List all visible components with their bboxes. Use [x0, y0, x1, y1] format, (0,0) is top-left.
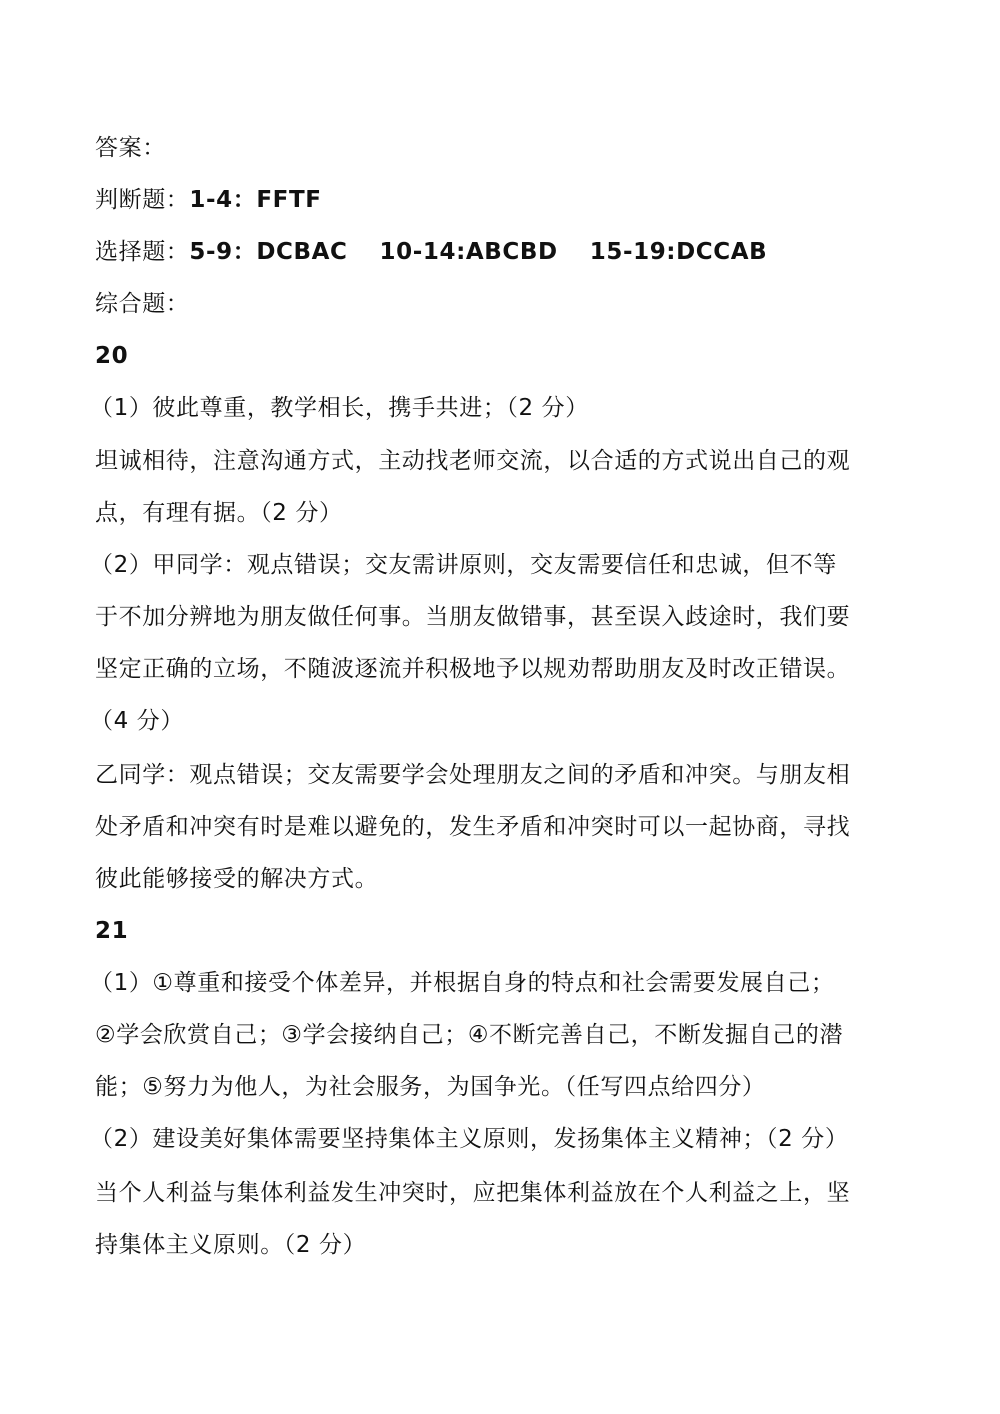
q20-line: （4 分） — [90, 708, 184, 734]
choice-label: 选择题： — [95, 239, 190, 265]
choice-group-2: 10-14:ABCBD — [379, 239, 558, 265]
q20-line: （2）甲同学：观点错误；交友需讲原则，交友需要信任和忠诚，但不等 — [90, 552, 837, 578]
judgment-label: 判断题： — [95, 187, 190, 213]
choice-group-1: 5-9：DCBAC — [189, 239, 348, 265]
q20-line: 处矛盾和冲突有时是难以避免的，发生矛盾和冲突时可以一起协商，寻找 — [95, 814, 851, 840]
question-20-number: 20 — [95, 343, 129, 369]
q21-line: 持集体主义原则。（2 分） — [95, 1232, 367, 1258]
q21-line: （1）①尊重和接受个体差异，并根据自身的特点和社会需要发展自己； — [90, 970, 835, 996]
choice-group-3: 15-19:DCCAB — [589, 239, 768, 265]
comprehensive-title: 综合题： — [95, 291, 190, 317]
q20-line: 于不加分辨地为朋友做任何事。当朋友做错事，甚至误入歧途时，我们要 — [95, 604, 851, 630]
q20-line: 坦诚相待，注意沟通方式，主动找老师交流，以合适的方式说出自己的观 — [95, 448, 851, 474]
q20-line: 彼此能够接受的解决方式。 — [95, 866, 379, 892]
q20-line: 乙同学：观点错误；交友需要学会处理朋友之间的矛盾和冲突。与朋友相 — [95, 762, 851, 788]
q21-line: 能；⑤努力为他人，为社会服务，为国争光。（任写四点给四分） — [95, 1074, 766, 1100]
q21-line: （2）建设美好集体需要坚持集体主义原则，发扬集体主义精神；（2 分） — [90, 1126, 849, 1152]
q20-line: 点，有理有据。（2 分） — [95, 500, 343, 526]
judgment-range: 1-4：FFTF — [189, 187, 322, 213]
question-21-number: 21 — [95, 918, 129, 944]
q21-line: ②学会欣赏自己；③学会接纳自己；④不断完善自己，不断发掘自己的潜 — [95, 1022, 844, 1048]
choice-answers — [95, 237, 915, 267]
q20-line: （1）彼此尊重，教学相长，携手共进；（2 分） — [90, 395, 589, 421]
judgment-answers — [95, 185, 915, 215]
q21-line: 当个人利益与集体利益发生冲突时，应把集体利益放在个人利益之上，坚 — [95, 1180, 851, 1206]
q20-line: 坚定正确的立场，不随波逐流并积极地予以规劝帮助朋友及时改正错误。 — [95, 656, 851, 682]
answers-title: 答案： — [95, 135, 166, 161]
